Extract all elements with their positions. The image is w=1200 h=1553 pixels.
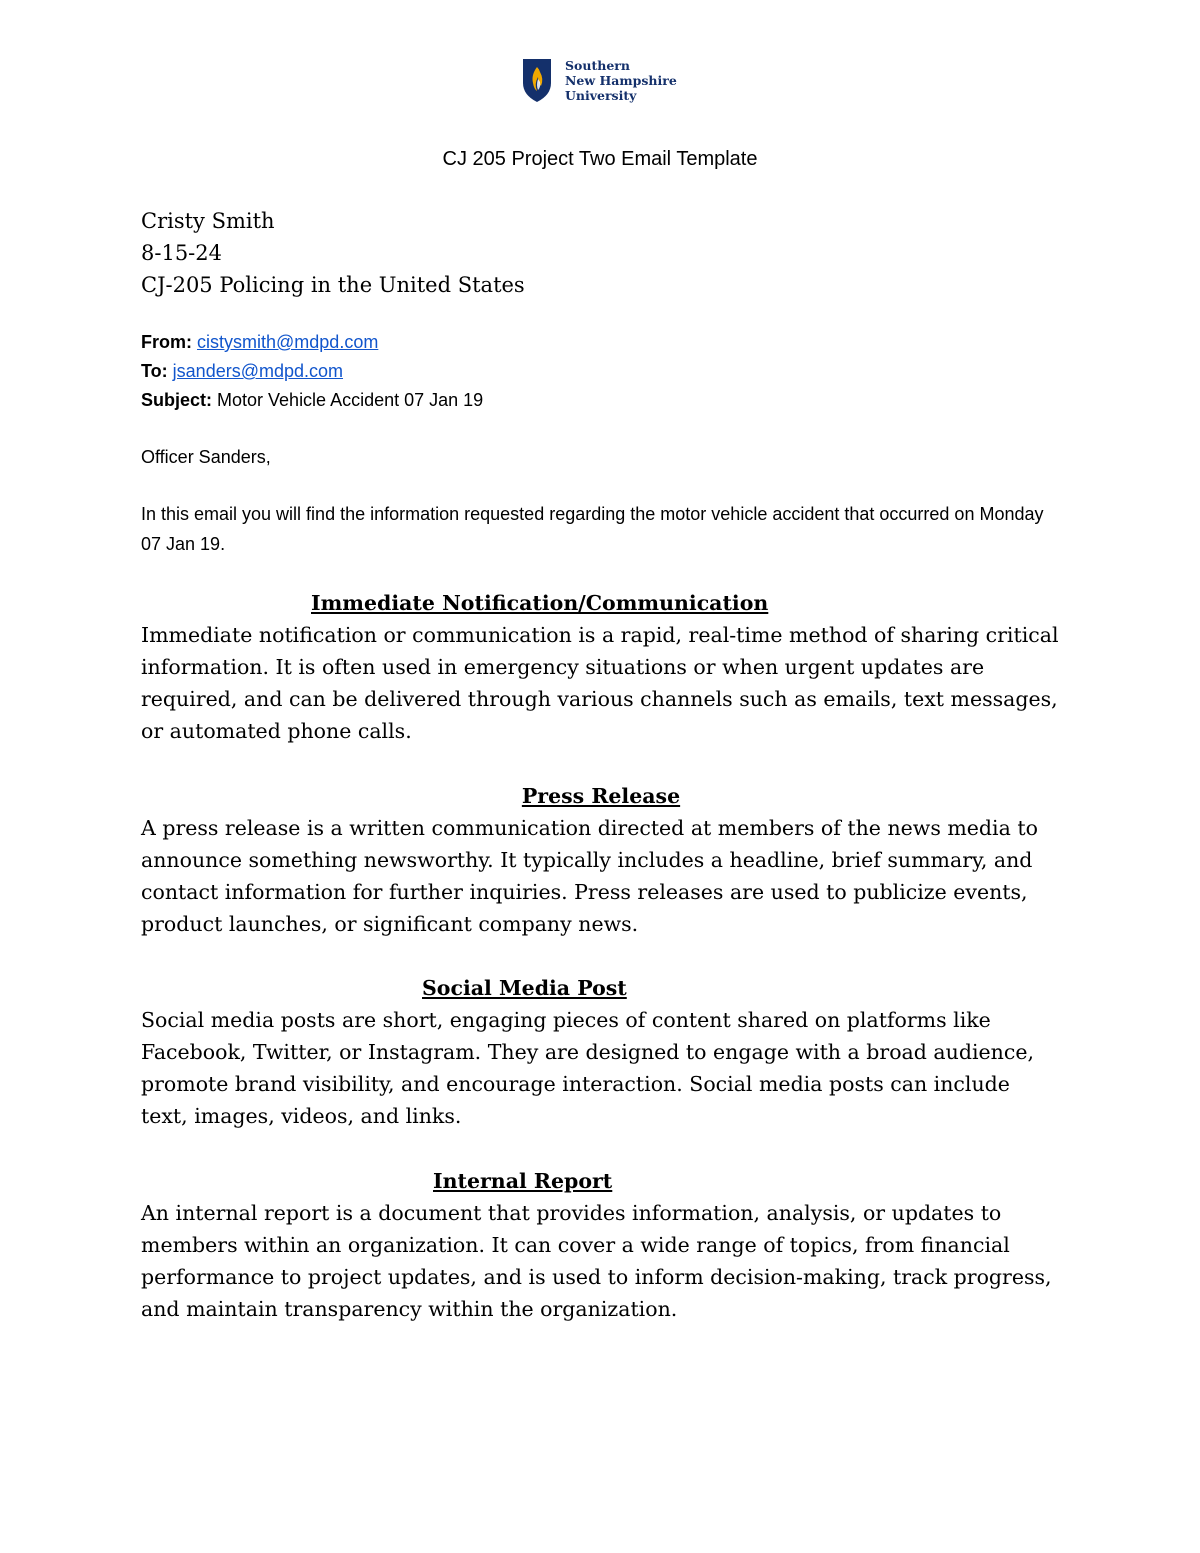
subject-label: Subject:: [141, 390, 213, 410]
logo-line-1: Southern: [565, 58, 630, 73]
author-header: [141, 205, 525, 301]
from-label: From:: [141, 332, 192, 352]
section-heading: Press Release: [521, 784, 681, 808]
document-date: 8-15-24: [141, 241, 222, 265]
email-intro: In this email you will find the information requested regarding the motor vehicle accident that occurred on Monday 07 Jan 19.: [141, 504, 1044, 554]
logo-wordmark: [565, 58, 677, 103]
to-line: [141, 357, 483, 386]
section-press-release: [141, 780, 1061, 940]
flame-shield-icon: [522, 57, 552, 103]
section-body: A press release is a written communication directed at members of the news media to announce something newsworthy. It typically includes a headline, brief summary, and contact information for further inquiries. Press releases are used to publicize events, product launches, or significant company news.: [141, 816, 1038, 936]
section-immediate-notification: [141, 587, 1061, 747]
course-name: CJ-205 Policing in the United States: [141, 273, 525, 297]
from-line: [141, 328, 483, 357]
document-title: CJ 205 Project Two Email Template: [442, 148, 758, 170]
email-metadata: [141, 328, 483, 415]
from-email-link[interactable]: cistysmith@mdpd.com: [197, 332, 379, 352]
section-body: Immediate notification or communication is a rapid, real-time method of sharing critical information. It is often used in emergency situations or when urgent updates are required, and can be delivered through various channels such as emails, text messages, or automated phone calls.: [141, 623, 1059, 743]
section-heading: Immediate Notification/Communication: [311, 591, 769, 615]
logo-line-2: New Hampshire: [565, 73, 677, 88]
section-body: Social media posts are short, engaging pieces of content shared on platforms like Facebook, Twitter, or Instagram. They are designed to engage with a broad audience, promote brand visibility, and encourage interaction. Social media posts can include text, images, videos, and links.: [141, 1008, 1034, 1128]
university-logo: [522, 57, 692, 105]
author-name: Cristy Smith: [141, 209, 275, 233]
section-internal-report: [141, 1165, 1061, 1325]
section-heading: Internal Report: [433, 1169, 613, 1193]
section-social-media-post: [141, 972, 1061, 1132]
section-body: An internal report is a document that provides information, analysis, or updates to members within an organization. It can cover a wide range of topics, from financial performance to project updates, and is used to inform decision-making, track progress, and maintain transparency within the organization.: [141, 1201, 1052, 1321]
to-email-link[interactable]: jsanders@mdpd.com: [172, 361, 344, 381]
subject-value: Motor Vehicle Accident 07 Jan 19: [212, 390, 484, 410]
email-greeting: Officer Sanders,: [141, 447, 271, 467]
to-label: To:: [141, 361, 168, 381]
subject-line: [141, 386, 483, 415]
section-heading: Social Media Post: [422, 976, 627, 1000]
logo-line-3: University: [565, 88, 637, 103]
